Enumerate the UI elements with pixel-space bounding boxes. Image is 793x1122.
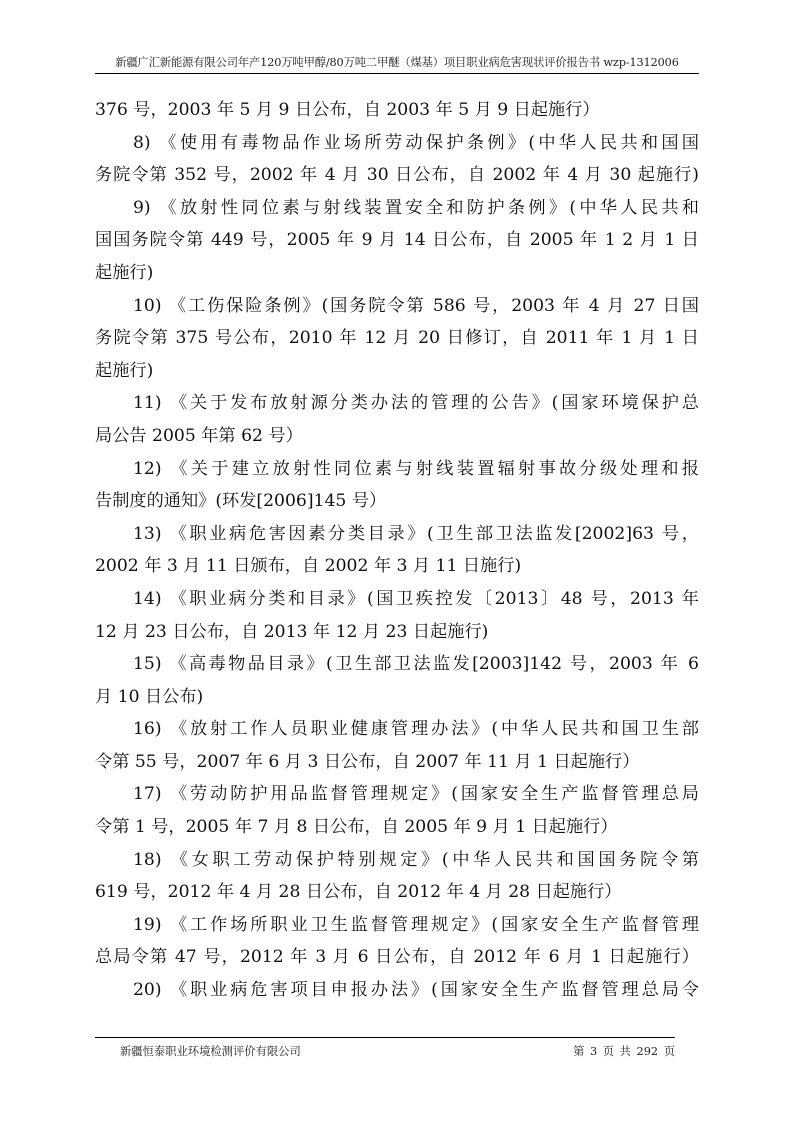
text-line: 9) 《放射性同位素与射线装置安全和防护条例》(中华人民共和 [133, 197, 699, 218]
text-line: 8) 《使用有毒物品作业场所劳动保护条例》(中华人民共和国国 [133, 132, 699, 153]
text-line: 17) 《劳动防护用品监督管理规定》(国家安全生产监督管理总局 [133, 784, 699, 805]
document-body [95, 94, 699, 1007]
text-line: 务院令第 352 号，2002 年 4 月 30 日公布，自 2002 年 4 月 30 起施行) [95, 165, 699, 186]
text-line: 19) 《工作场所职业卫生监督管理规定》(国家安全生产监督管理 [133, 914, 699, 935]
text-line: 14) 《职业病分类和目录》(国卫疾控发〔2013〕48 号，2013 年 [133, 588, 699, 609]
text-line: 月 10 日公布) [95, 686, 204, 707]
text-line: 15) 《高毒物品目录》(卫生部卫法监发[2003]142 号，2003 年 6 [133, 654, 699, 675]
text-line: 12 月 23 日公布，自 2013 年 12 月 23 日起施行) [95, 621, 489, 642]
page-header [95, 54, 699, 74]
text-line: 18) 《女职工劳动保护特别规定》(中华人民共和国国务院令第 [133, 849, 699, 870]
text-line: 总局令第 47 号，2012 年 3 月 6 日公布，自 2012 年 6 月 1 日起施行） [95, 947, 699, 968]
text-line: 10) 《工伤保险条例》(国务院令第 586 号，2003 年 4 月 27 日国 [133, 295, 699, 316]
text-line: 局公告 2005 年第 62 号） [95, 425, 303, 446]
header-title: 新疆广汇新能源有限公司年产120万吨甲醇/80万吨二甲醚（煤基）项目职业病危害现状评价报告书 wzp-1312006 [115, 56, 679, 69]
text-line: 起施行) [95, 360, 154, 381]
text-line: 务院令第 375 号公布，2010 年 12 月 20 日修订，自 2011 年 1 月 1 日 [95, 328, 699, 349]
text-line: 13) 《职业病危害因素分类目录》(卫生部卫法监发[2002]63 号， [133, 523, 699, 544]
text-line: 令第 55 号，2007 年 6 月 3 日公布，自 2007 年 11 月 1 日起施行） [95, 751, 640, 772]
text-line: 619 号，2012 年 4 月 28 日公布，自 2012 年 4 月 28 日起施行） [95, 882, 622, 903]
text-line: 11) 《关于发布放射源分类办法的管理的公告》(国家环境保护总 [133, 393, 699, 414]
page-footer [95, 1037, 675, 1058]
text-line: 20) 《职业病危害项目申报办法》(国家安全生产监督管理总局令 [133, 980, 699, 1001]
text-line: 16) 《放射工作人员职业健康管理办法》(中华人民共和国卫生部 [133, 719, 699, 740]
text-line: 376 号，2003 年 5 月 9 日公布，自 2003 年 5 月 9 日起施行） [95, 100, 600, 120]
footer-company: 新疆恒泰职业环境检测评价有限公司 [120, 1045, 301, 1058]
text-line: 国国务院令第 449 号，2005 年 9 月 14 日公布，自 2005 年 1 2 月 1 日 [95, 230, 699, 251]
text-line: 2002 年 3 月 11 日颁布，自 2002 年 3 月 11 日施行) [95, 556, 522, 577]
page-number: 第 3 页 共 292 页 [573, 1045, 675, 1058]
text-line: 告制度的通知》(环发[2006]145 号） [95, 491, 387, 512]
text-line: 起施行) [95, 262, 154, 283]
text-line: 12) 《关于建立放射性同位素与射线装置辐射事故分级处理和报 [133, 458, 699, 479]
text-line: 令第 1 号，2005 年 7 月 8 日公布，自 2005 年 9 月 1 日起施行） [95, 817, 618, 838]
